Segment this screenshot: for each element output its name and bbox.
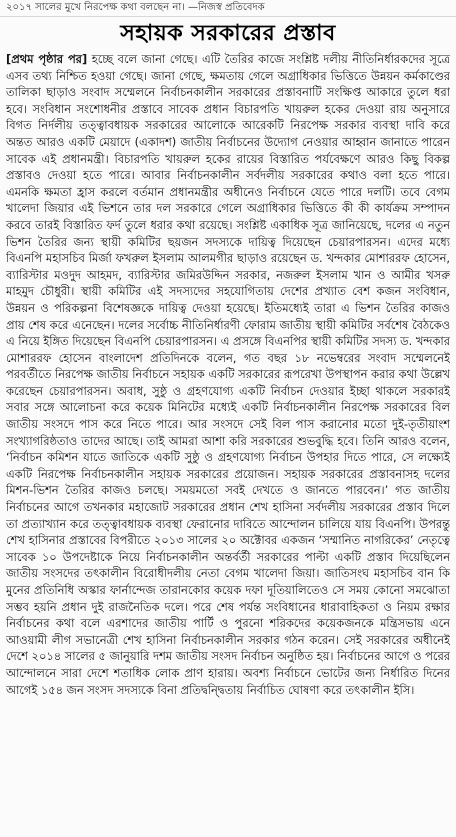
article-paragraph <box>6 51 450 698</box>
continuation-marker: [প্রথম পৃষ্ঠার পর] <box>6 52 88 66</box>
article-headline: সহায়ক সরকারের প্রস্তাব <box>120 21 336 46</box>
article-body <box>6 51 450 835</box>
previous-article-tail: ২০১৭ সালের মুখে নিরপেক্ষ কথা বলছেন না। —নিজস্ব প্রতিবেদক <box>0 0 456 17</box>
paragraph-text: হচ্ছে বলে জানা গেছে। এটি তৈরির কাজে সংশ্লিষ্ট দলীয় নীতিনির্ধারকদের সূত্রে এসব তথ্য নিশ্চিত হওয়া গেছে। জানা গেছে, ক্ষমতায় গেলে অগ্রাধিকার ভিত্তিতে উন্নয়ন কর্মকাণ্ডের তালিকা ছাড়াও সংবাদ সম্মেলনে নির্বাচনকালীন সরকারের প্রস্তাবনাটি সংক্ষিপ্ত আকারে তুলে ধরা হবে। সংবিধান সংশোধনীর প্রস্তাবে সাবেক প্রধান বিচারপতি খায়রুল হকের দেওয়া রায় অনুসারে বিগত নির্দলীয় তত্ত্বাবধায়ক সরকারের আলোকে আরেকটি নিরপেক্ষ সরকার ব্যবস্থা দাবি করে অন্তত আরও একটি মেয়াদে (একাদশ) জাতীয় নির্বাচনের উদ্যোগ নেওয়ার আহ্বান জানাতে পারেন সাবেক এই প্রধানমন্ত্রী। বিচারপতি খায়রুল হকের রায়ের বিস্তারিত পর্যবেক্ষণে আরও কিছু বিকল্প প্রস্তাবও দেওয়া হতে পারে। আবার নির্বাচনকালীন সর্বদলীয় সরকারের কথাও বলা হতে পারে। এমনকি ক্ষমতা হ্রাস করলে বর্তমান প্রধানমন্ত্রীর অধীনেও নির্বাচনে যেতে পারে দলটি। তবে বেগম খালেদা জিয়ার এই ভিশনে তার দল সরকারে গেলে অগ্রাধিকার ভিত্তিতে কী কী কার্যক্রম সম্পাদন করবে তারই বিস্তারিত ফর্দ তুলে ধরার কথা রয়েছে। সংশ্লিষ্ট একাধিক সূত্র জানিয়েছে, দলের এ নতুন ভিশন তৈরির জন্য স্থায়ী কমিটির ছয়জন সদস্যকে দায়িত্ব দিয়েছেন চেয়ারপারসন। এদের মধ্যে বিএনপি মহাসচিব মির্জা ফখরুল ইসলাম আলমগীর ছাড়াও রয়েছেন ড. খন্দকার মোশাররফ হোসেন, ব্যারিস্টার মওদুদ আহমদ, ব্যারিস্টার জমিরউদ্দিন সরকার, নজরুল ইসলাম খান ও আমীর খসরু মাহমুদ চৌধুরী। স্থায়ী কমিটির এই সদস্যদের সহযোগিতায় দেশের প্রখ্যাত বেশ কজন সংবিধান, উন্নয়ন ও পরিকল্পনা বিশেষজ্ঞকে দায়িত্ব দেওয়া হয়েছে। ইতিমধ্যেই তারা এ ভিশন তৈরির কাজও প্রায় শেষ করে এনেছেন। দলের সর্বোচ্চ নীতিনির্ধারণী ফোরাম জাতীয় স্থায়ী কমিটির সর্বশেষ বৈঠকেও এ নিয়ে ইঙ্গিত দিয়েছেন বিএনপি চেয়ারপারসন। এ প্রসঙ্গে বিএনপির স্থায়ী কমিটির সদস্য ড. খন্দকার মোশাররফ হোসেন বাংলাদেশ প্রতিদিনকে বলেন, গত বছর ১৮ নভেম্বরের সংবাদ সম্মেলনেই পরবর্তীতে নিরপেক্ষ জাতীয় নির্বাচনে সহায়ক একটি সরকারের রূপরেখা উপস্থাপন করার কথা উল্লেখ করেছেন চেয়ারপারসন। অবাধ, সুষ্ঠু ও গ্রহণযোগ্য একটি নির্বাচন দেওয়ার ইচ্ছা থাকলে সরকারই সবার সঙ্গে আলোচনা করে কয়েক মিনিটের মধ্যেই একটি নির্বাচনকালীন নিরপেক্ষ সরকারের বিল জাতীয় সংসদে পাস করে নিতে পারে। আর সংসদে সেই বিল পাস করানোর মতো দুই-তৃতীয়াংশ সংখ্যাগরিষ্ঠতাও তাদের আছে। তাই আমরা আশা করি সরকারের শুভবুদ্ধি হবে। তিনি আরও বলেন, ‘নির্বাচন কমিশন যাতে জাতিকে একটি সুষ্ঠু ও গ্রহণযোগ্য নির্বাচন উপহার দিতে পারে, সে লক্ষ্যেই একটি নিরপেক্ষ নির্বাচনকালীন সহায়ক সরকারের প্রয়োজন। সহায়ক সরকারের প্রস্তাবনাসহ দলের মিশন-ভিশন তৈরির কাজও চলছে। সময়মতো সবই দেখতে ও জানতে পারবেন।’ গত জাতীয় নির্বাচনের আগে তখনকার মহাজোট সরকারের প্রধান শেখ হাসিনা সর্বদলীয় সরকারের প্রস্তাব দিলে তা প্রত্যাখ্যান করে তত্ত্বাবধায়ক ব্যবস্থা ফেরানোর দাবিতে আন্দোলন চালিয়ে যায় বিএনপি। উপরন্তু শেখ হাসিনার প্রস্তাবের বিপরীতে ২০১৩ সালের ২০ অক্টোবর একজন ‘সম্মানিত নাগরিকের’ নেতৃত্বে সাবেক ১০ উপদেষ্টাকে নিয়ে নির্বাচনকালীন অন্তর্বর্তী সরকারের পাল্টা একটি প্রস্তাব দিয়েছিলেন জাতীয় সংসদের তৎকালীন বিরোধীদলীয় নেতা বেগম খালেদা জিয়া। জাতিসংঘ মহাসচিব বান কি মুনের প্রতিনিধি অস্কার ফার্নান্দেজ তারানকোর কয়েক দফা দূতিয়ালিতেও সে সময় কোনো সমঝোতা সম্ভব হয়নি প্রধান দুই রাজনৈতিক দলে। পরে শেষ পর্যন্ত সংবিধানের ধারাবাহিকতা ও নিয়ম রক্ষার নির্বাচনের কথা বলে এরশাদের জাতীয় পার্টি ও পুরনো শরিকদের কয়েকজনকে মন্ত্রিসভায় এনে আওয়ামী লীগ সভানেত্রী শেখ হাসিনা নির্বাচনকালীন সরকার গঠন করেন। সেই সরকারের অধীনেই দেশে ২০১৪ সালের ৫ জানুয়ারি দশম জাতীয় সংসদ নির্বাচন অনুষ্ঠিত হয়। নির্বাচনের আগে ও পরের আন্দোলনে সারা দেশে শতাধিক লোক প্রাণ হারায়। অবশ্য নির্বাচনে ভোটের জন্য নির্ধারিত দিনের আগেই ১৫৪ জন সংসদ সদস্যকে বিনা প্রতিদ্বন্দ্বিতায় নির্বাচিত ঘোষণা করে তৎকালীন ইসি। <box>6 52 450 697</box>
